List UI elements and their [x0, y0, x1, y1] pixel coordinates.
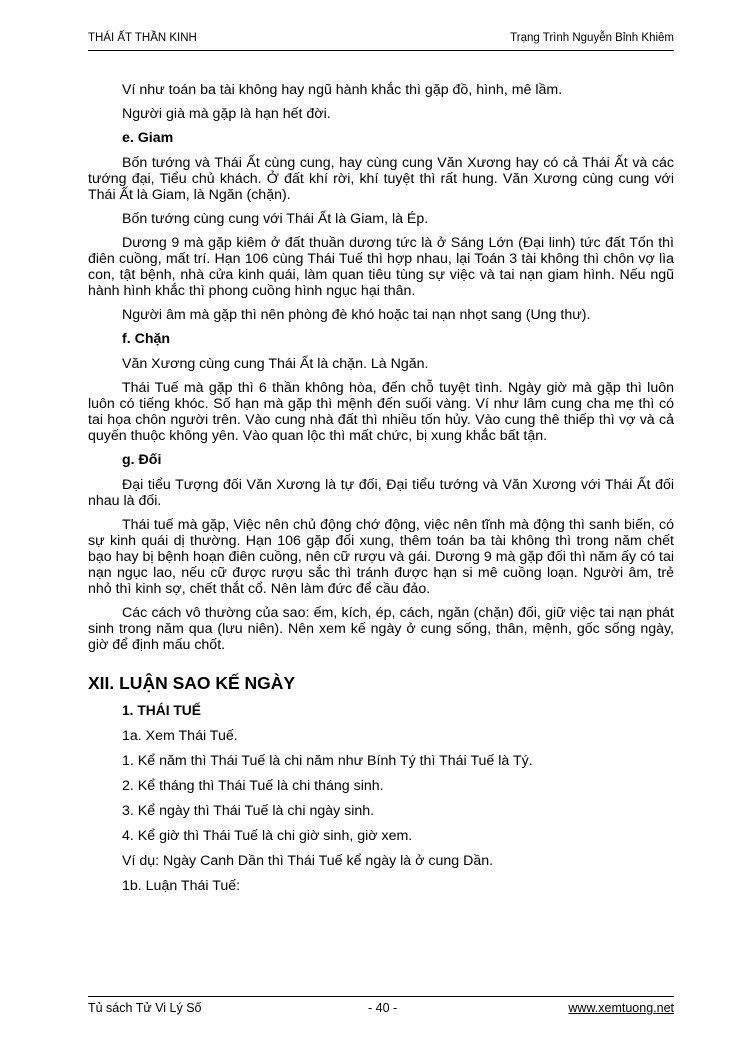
paragraph: Thái tuế mà gặp, Việc nên chủ động chớ động, việc nên tĩnh mà động thì sanh biến, có sự kinh quái dị thường. Hạn 106 gặp đối xung, thêm toán ba tài không thì trong năm chết bạo hay bị bệnh hoạn điên cuồng, nên cữ rượu và gái. Dương 9 mà gặp đối thì năm ấy có tai nạn ngục lao, nếu cữ được rượu sắc thì tránh được hạn si mê cuồng loạn. Người âm, trẻ nhỏ thì kinh sợ, chết thắt cổ. Nên làm đức để cầu đảo.	[88, 517, 674, 597]
page-header	[88, 32, 674, 48]
paragraph: Thái Tuế mà gặp thì 6 thần không hòa, đến chỗ tuyệt tình. Ngày giờ mà gặp thì luôn luôn có tiếng khóc. Số hạn mà gặp thì mệnh đến suối vàng. Ví như lâm cung cha mẹ thì có tai họa chôn người trên. Vào cung nhà đất thì nhiều tốn hủy. Vào cung thê thiếp thì vợ và cả quyến thuộc không yên. Vào quan lộc thì mất chức, bị xung khắc bất tận.	[88, 380, 674, 444]
footer-rule	[88, 996, 674, 997]
header-author: Trạng Trình Nguyễn Bỉnh Khiêm	[510, 32, 674, 44]
header-book-title: THÁI ẤT THẦN KINH	[88, 32, 197, 44]
section-heading: XII. LUẬN SAO KẾ NGÀY	[88, 673, 296, 693]
paragraph: Bốn tướng và Thái Ất cùng cung, hay cùng cung Văn Xương hay có cả Thái Ất và các tướng đại, Tiểu chủ khách. Ở đất khí rời, khí tuyệt thì rất hung. Văn Xương cùng cung với Thái Ất là Giam, là Ngăn (chặn).	[88, 155, 674, 203]
paragraph: Người già mà gặp là hạn hết đời.	[122, 106, 331, 122]
paragraph: Người âm mà gặp thì nên phòng đè khó hoặc tai nạn nhọt sang (Ung thư).	[122, 307, 591, 323]
header-rule	[88, 50, 674, 51]
subsection-heading-thai-tue: 1. THÁI TUẾ	[122, 703, 201, 718]
page-body	[88, 82, 674, 903]
list-item: 2. Kể tháng thì Thái Tuế là chi tháng sinh.	[122, 778, 384, 794]
list-item: 1. Kể năm thì Thái Tuế là chi năm như Bính Tý thì Thái Tuế là Tý.	[122, 753, 533, 769]
paragraph: Ví như toán ba tài không hay ngũ hành khắc thì gặp đồ, hình, mê lầm.	[122, 82, 563, 98]
paragraph: Văn Xương cùng cung Thái Ất là chặn. Là Ngăn.	[122, 356, 429, 372]
footer-website-link[interactable]: www.xemtuong.net	[568, 1001, 674, 1015]
list-item: 3. Kể ngày thì Thái Tuế là chi ngày sinh.	[122, 803, 375, 819]
paragraph: Đại tiểu Tượng đối Văn Xương là tự đối, Đại tiểu tướng và Văn Xương với Thái Ất đối nhau là đối.	[88, 477, 674, 509]
list-item: 1b. Luận Thái Tuế:	[122, 878, 241, 894]
subsection-heading-doi: g. Đối	[122, 452, 162, 468]
list-item: 4. Kể giờ thì Thái Tuế là chi giờ sinh, giờ xem.	[122, 828, 413, 844]
paragraph: Dương 9 mà gặp kiêm ở đất thuần dương tức là ở Sáng Lớn (Đại linh) tức đất Tốn thì điên cuồng, mất trí. Hạn 106 cùng Thái Tuế thì hợp nhau, lại Toán 3 tài không thì chôn vợ lìa con, tật bệnh, nhà cửa kinh quái, làm quan tiêu tùng sự việc và tai nạn giam hình. Nếu ngũ hành hình khắc thì phong cuồng hình ngục hại thân.	[88, 235, 674, 299]
paragraph: Các cách vô thường của sao: ếm, kích, ép, cách, ngăn (chặn) đối, giữ việc tai nạn phát sinh trong năm qua (lưu niên). Nên xem kế ngày ở cung sống, thân, mệnh, gốc sống ngày, giờ để định mấu chốt.	[88, 605, 674, 653]
subsection-heading-giam: e. Giam	[122, 130, 174, 146]
footer-series: Tủ sách Tử Vi Lý Số	[88, 1001, 202, 1015]
list-item: Ví dụ: Ngày Canh Dần thì Thái Tuế kể ngày là ở cung Dần.	[122, 853, 494, 869]
page-number: - 40 -	[368, 1001, 398, 1015]
subsection-heading-chan: f. Chặn	[122, 331, 171, 347]
list-item: 1a. Xem Thái Tuế.	[122, 728, 238, 744]
paragraph: Bốn tướng cùng cung với Thái Ất là Giam, là Ép.	[122, 211, 429, 227]
